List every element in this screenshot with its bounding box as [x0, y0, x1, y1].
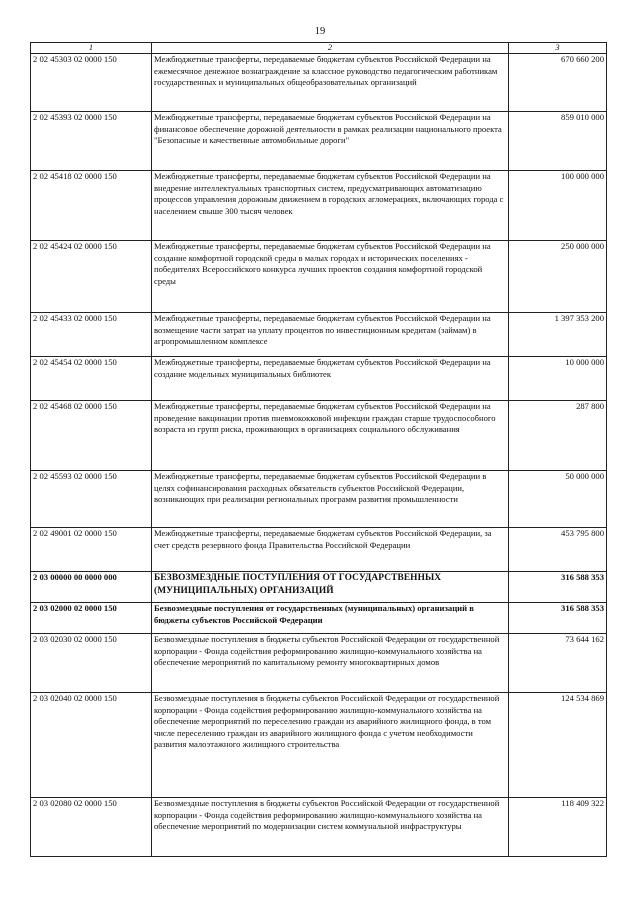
row-code-cell: 2 02 45424 02 0000 150	[31, 241, 152, 313]
row-code-cell: 2 03 02000 02 0000 150	[31, 603, 152, 634]
column-header-name: 2	[152, 43, 509, 54]
table-row	[31, 528, 607, 572]
table-row	[31, 54, 607, 112]
row-amount-cell: 859 010 000	[509, 112, 607, 171]
row-name-cell: Межбюджетные трансферты, передаваемые бюджетам субъектов Российской Федерации на возмещение части затрат на уплату процентов по инвестиционным кредитам (займам) в агропромышленном комплексе	[152, 313, 509, 357]
row-name-cell: Межбюджетные трансферты, передаваемые бюджетам субъектов Российской Федерации на проведение вакцинации против пневмококковой инфекции граждан старше трудоспособного возраста из групп риска, проживающих в организациях социального обслуживания	[152, 401, 509, 471]
table-row	[31, 572, 607, 603]
row-amount-cell: 100 000 000	[509, 171, 607, 241]
table-row	[31, 693, 607, 798]
row-amount-cell: 124 534 869	[509, 693, 607, 798]
row-code-cell: 2 03 02030 02 0000 150	[31, 634, 152, 693]
row-name-cell: Межбюджетные трансферты, передаваемые бюджетам субъектов Российской Федерации на создание модельных муниципальных библиотек	[152, 357, 509, 401]
table-row	[31, 112, 607, 171]
row-name-cell: Межбюджетные трансферты, передаваемые бюджетам субъектов Российской Федерации, за счет средств резервного фонда Правительства Российской Федерации	[152, 528, 509, 572]
row-code-cell: 2 02 45418 02 0000 150	[31, 171, 152, 241]
row-name-cell: Межбюджетные трансферты, передаваемые бюджетам субъектов Российской Федерации в целях софинансирования расходных обязательств субъектов Российской Федерации, возникающих при реализации региональных программ развития промышленности	[152, 471, 509, 528]
row-name-cell: Межбюджетные трансферты, передаваемые бюджетам субъектов Российской Федерации на внедрение интеллектуальных транспортных систем, предусматривающих автоматизацию процессов управления дорожным движением в городских агломерациях, включающих города с населением свыше 300 тысяч человек	[152, 171, 509, 241]
table-row	[31, 603, 607, 634]
row-name-cell: Безвозмездные поступления от государственных (муниципальных) организаций в бюджеты субъектов Российской Федерации	[152, 603, 509, 634]
table-row	[31, 634, 607, 693]
column-header-code: 1	[31, 43, 152, 54]
table-row	[31, 798, 607, 857]
table-row	[31, 313, 607, 357]
row-name-cell: БЕЗВОЗМЕЗДНЫЕ ПОСТУПЛЕНИЯ ОТ ГОСУДАРСТВЕННЫХ (МУНИЦИПАЛЬНЫХ) ОРГАНИЗАЦИЙ	[152, 572, 509, 603]
row-code-cell: 2 02 45454 02 0000 150	[31, 357, 152, 401]
table-row	[31, 241, 607, 313]
row-amount-cell: 287 800	[509, 401, 607, 471]
row-name-cell: Межбюджетные трансферты, передаваемые бюджетам субъектов Российской Федерации на создание комфортной городской среды в малых городах и исторических поселениях - победителях Всероссийского конкурса лучших проектов создания комфортной городской среды	[152, 241, 509, 313]
row-name-cell: Безвозмездные поступления в бюджеты субъектов Российской Федерации от государственной корпорации - Фонда содействия реформированию жилищно-коммунального хозяйства на обеспечение мероприятий по капитальному ремонту многоквартирных домов	[152, 634, 509, 693]
row-code-cell: 2 02 45468 02 0000 150	[31, 401, 152, 471]
row-code-cell: 2 03 02080 02 0000 150	[31, 798, 152, 857]
row-amount-cell: 316 588 353	[509, 603, 607, 634]
row-name-cell: Безвозмездные поступления в бюджеты субъектов Российской Федерации от государственной корпорации - Фонда содействия реформированию жилищно-коммунального хозяйства на обеспечение мероприятий по переселению граждан из аварийного жилищного фонда, в том числе переселению граждан из аварийного жилищного фонда с учетом необходимости развития малоэтажного жилищного строительства	[152, 693, 509, 798]
table-row	[31, 171, 607, 241]
row-amount-cell: 73 644 162	[509, 634, 607, 693]
row-name-cell: Межбюджетные трансферты, передаваемые бюджетам субъектов Российской Федерации на ежемесячное денежное вознаграждение за классное руководство педагогическим работникам государственных и муниципальных общеобразовательных организаций	[152, 54, 509, 112]
row-code-cell: 2 02 45593 02 0000 150	[31, 471, 152, 528]
row-code-cell: 2 03 00000 00 0000 000	[31, 572, 152, 603]
row-code-cell: 2 02 49001 02 0000 150	[31, 528, 152, 572]
budget-revenue-table	[30, 42, 607, 857]
row-amount-cell: 453 795 800	[509, 528, 607, 572]
row-code-cell: 2 03 02040 02 0000 150	[31, 693, 152, 798]
row-amount-cell: 118 409 322	[509, 798, 607, 857]
row-code-cell: 2 02 45433 02 0000 150	[31, 313, 152, 357]
row-name-cell: Безвозмездные поступления в бюджеты субъектов Российской Федерации от государственной корпорации - Фонда содействия реформированию жилищно-коммунального хозяйства на обеспечение мероприятий по модернизации систем коммунальной инфраструктуры	[152, 798, 509, 857]
row-amount-cell: 1 397 353 200	[509, 313, 607, 357]
column-header-amount: 3	[509, 43, 607, 54]
row-amount-cell: 10 000 000	[509, 357, 607, 401]
table-row	[31, 357, 607, 401]
table-row	[31, 401, 607, 471]
row-code-cell: 2 02 45393 02 0000 150	[31, 112, 152, 171]
row-amount-cell: 316 588 353	[509, 572, 607, 603]
row-amount-cell: 250 000 000	[509, 241, 607, 313]
row-code-cell: 2 02 45303 02 0000 150	[31, 54, 152, 112]
table-header-row	[31, 43, 607, 54]
row-amount-cell: 670 660 200	[509, 54, 607, 112]
page-number: 19	[314, 26, 326, 37]
row-amount-cell: 50 000 000	[509, 471, 607, 528]
table-row	[31, 471, 607, 528]
row-name-cell: Межбюджетные трансферты, передаваемые бюджетам субъектов Российской Федерации на финансовое обеспечение дорожной деятельности в рамках реализации национального проекта "Безопасные и качественные автомобильные дороги"	[152, 112, 509, 171]
